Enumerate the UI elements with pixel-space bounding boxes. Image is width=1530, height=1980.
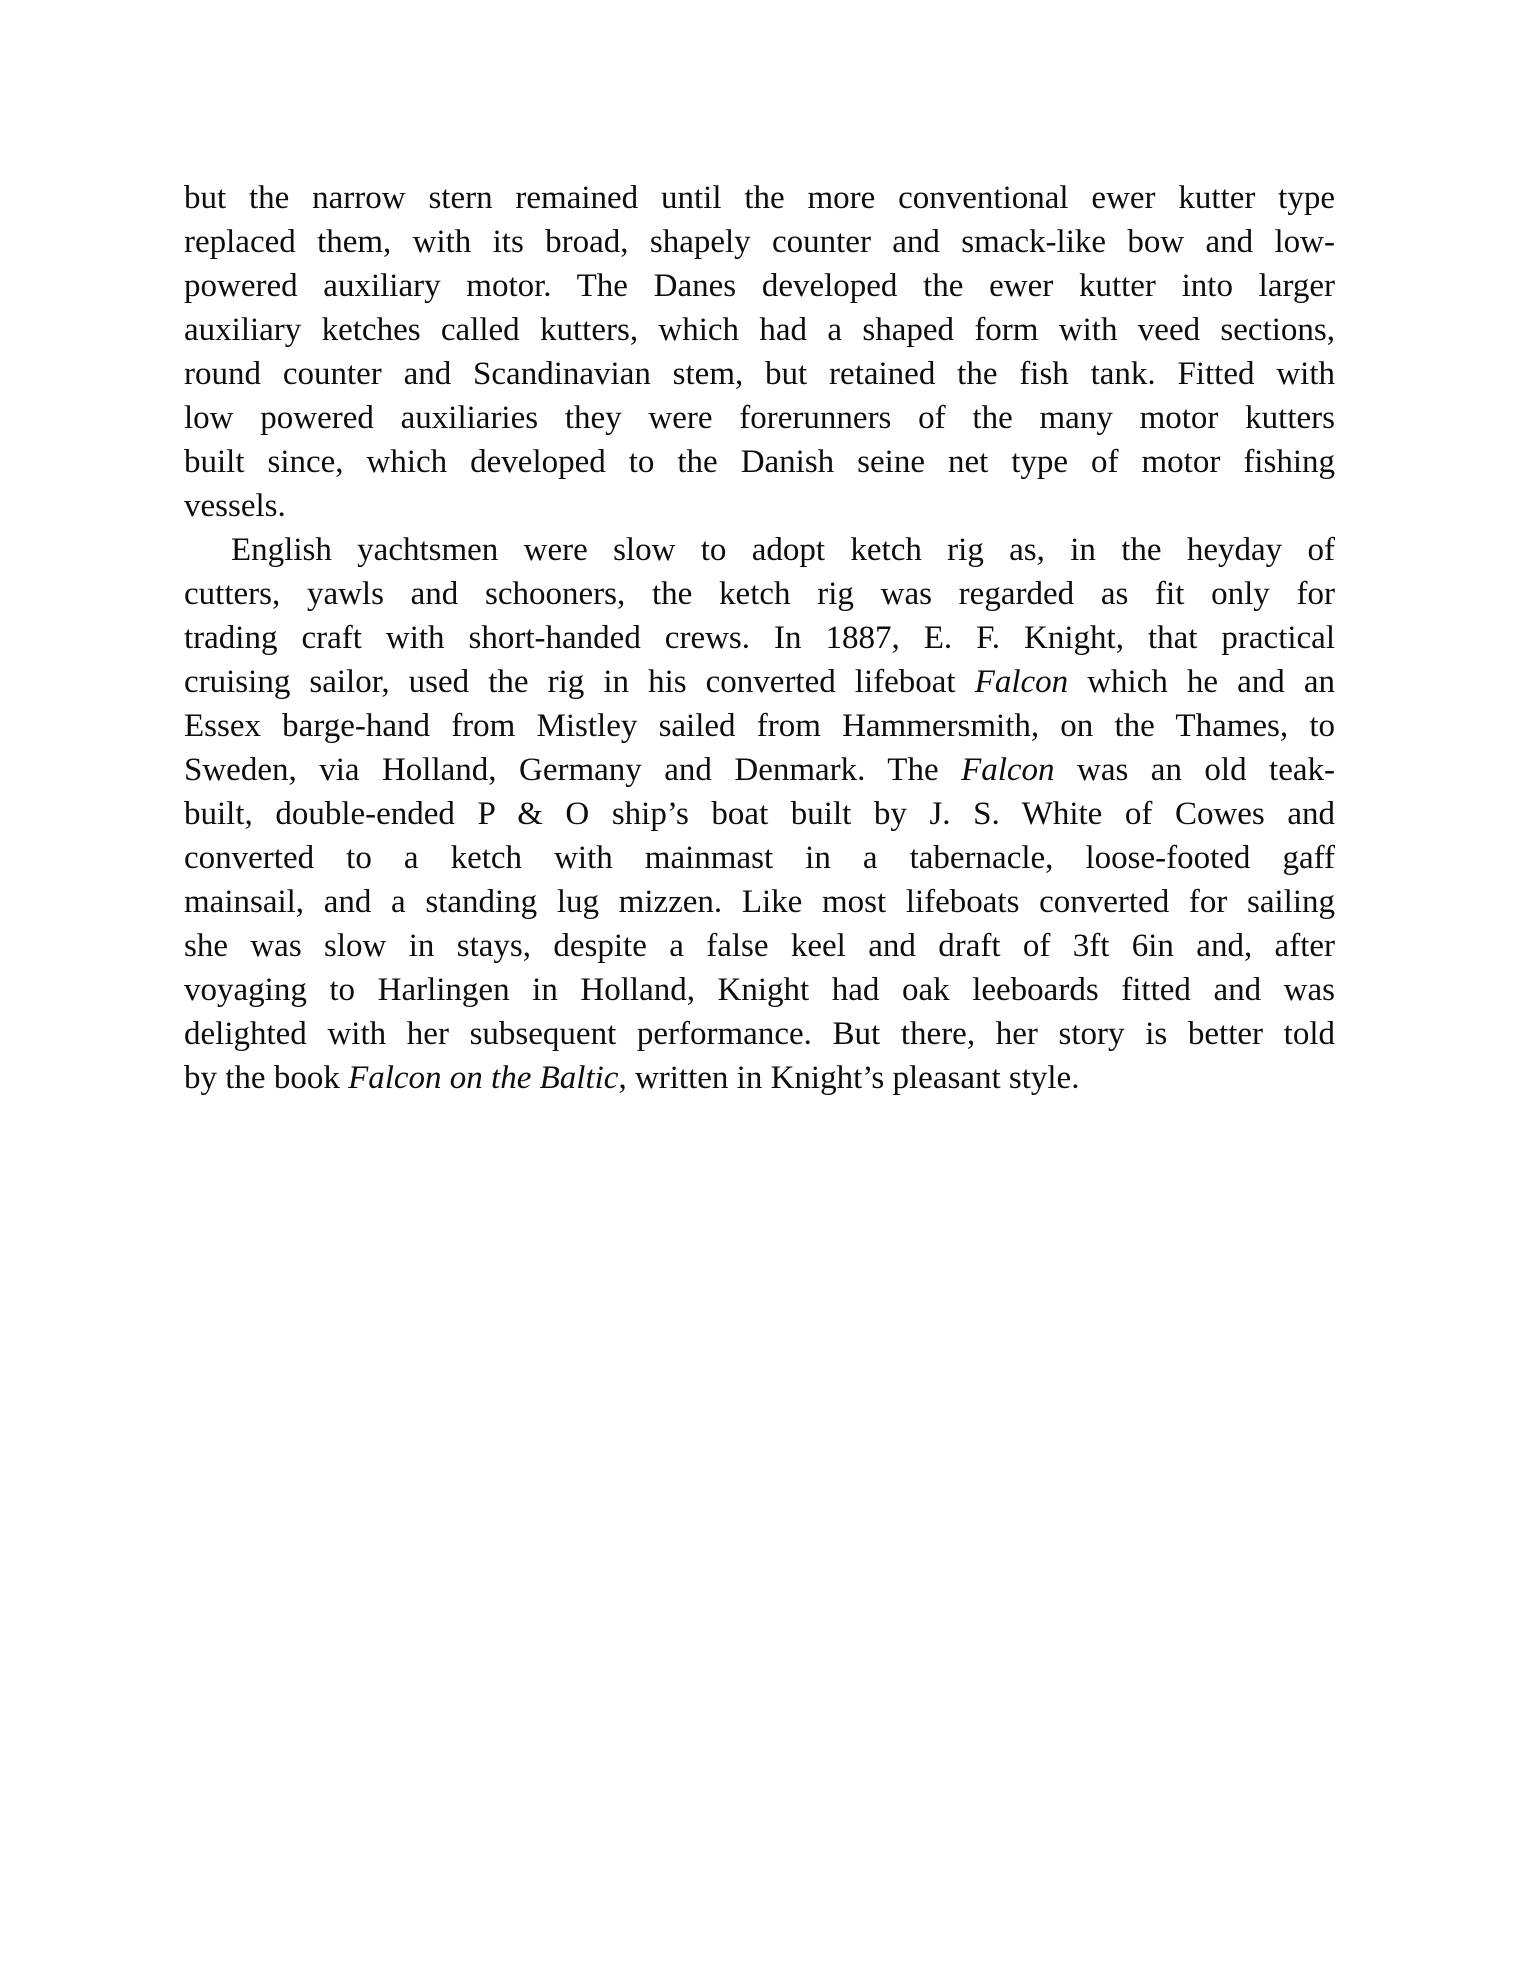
text-run: trading craft with short-handed crews. In 1887, E. F. Knight, that practical <box>184 620 1335 656</box>
text-run: English yachtsmen were slow to adopt ketch rig as, in the heyday of <box>231 532 1335 568</box>
text-line <box>184 924 1335 968</box>
text-line <box>184 836 1335 880</box>
text-run: delighted with her subsequent performance. But there, her story is better told <box>184 1016 1335 1052</box>
text-run: round counter and Scandinavian stem, but retained the fish tank. Fitted with <box>184 356 1335 392</box>
text-run: mainsail, and a standing lug mizzen. Like most lifeboats converted for sailing <box>184 884 1335 920</box>
text-run: was an old teak- <box>1054 752 1336 788</box>
text-run: which he and an <box>1068 664 1335 700</box>
text-line <box>184 1056 1335 1100</box>
text-line <box>184 176 1335 220</box>
italic-text-run: Falcon on the Baltic <box>348 1060 619 1096</box>
text-line <box>184 748 1335 792</box>
text-run: cruising sailor, used the rig in his converted lifeboat <box>184 664 975 700</box>
text-line <box>184 308 1335 352</box>
text-line <box>184 528 1335 572</box>
italic-text-run: Falcon <box>974 664 1069 700</box>
text-run: replaced them, with its broad, shapely counter and smack-like bow and low- <box>184 224 1335 260</box>
italic-text-run: Falcon <box>961 752 1055 788</box>
text-run: she was slow in stays, despite a false keel and draft of 3ft 6in and, after <box>184 928 1335 964</box>
text-line <box>184 1012 1335 1056</box>
text-run: built since, which developed to the Danish seine net type of motor fishing <box>184 444 1335 480</box>
text-run: powered auxiliary motor. The Danes developed the ewer kutter into larger <box>184 268 1335 304</box>
text-line <box>184 352 1335 396</box>
text-line <box>184 660 1335 704</box>
text-run: voyaging to Harlingen in Holland, Knight had oak leeboards fitted and was <box>184 972 1335 1008</box>
text-line <box>184 968 1335 1012</box>
text-run: auxiliary ketches called kutters, which had a shaped form with veed sections, <box>184 312 1335 348</box>
text-line <box>184 616 1335 660</box>
text-line <box>184 440 1335 484</box>
paragraph <box>184 528 1335 1100</box>
text-line <box>184 880 1335 924</box>
text-line <box>184 264 1335 308</box>
text-line <box>184 396 1335 440</box>
text-run: Essex barge-hand from Mistley sailed from Hammersmith, on the Thames, to <box>184 708 1335 744</box>
text-run: vessels. <box>184 488 286 524</box>
text-run: by the book <box>184 1060 349 1096</box>
text-line <box>184 792 1335 836</box>
text-line <box>184 220 1335 264</box>
paragraph <box>184 176 1335 528</box>
text-run: cutters, yawls and schooners, the ketch rig was regarded as fit only for <box>184 576 1335 612</box>
text-line <box>184 572 1335 616</box>
page-text <box>184 176 1335 1100</box>
text-run: , written in Knight’s pleasant style. <box>618 1060 1080 1096</box>
text-run: built, double-ended P & O ship’s boat built by J. S. White of Cowes and <box>184 796 1335 832</box>
text-run: but the narrow stern remained until the more conventional ewer kutter type <box>184 180 1335 216</box>
text-run: converted to a ketch with mainmast in a tabernacle, loose-footed gaff <box>184 840 1335 876</box>
text-run: Sweden, via Holland, Germany and Denmark. The <box>184 752 962 788</box>
text-line <box>184 484 1335 528</box>
text-run: low powered auxiliaries they were forerunners of the many motor kutters <box>184 400 1335 436</box>
text-line <box>184 704 1335 748</box>
